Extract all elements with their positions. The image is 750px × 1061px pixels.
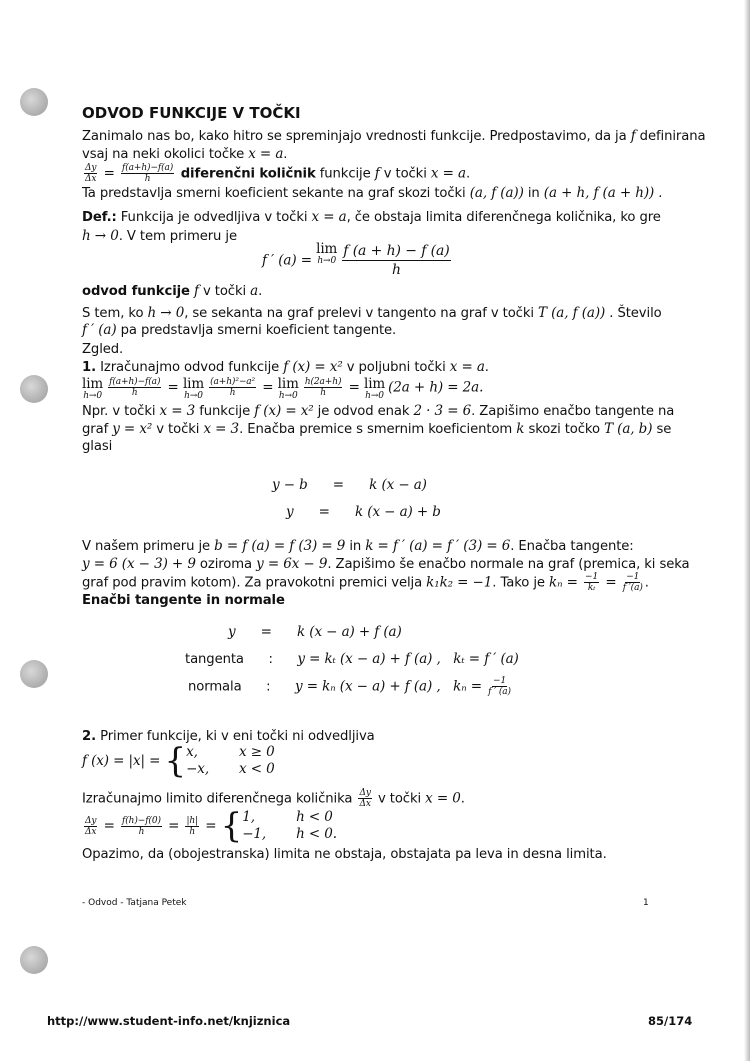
difference-quotient-line (82, 163, 470, 184)
case-cell: 1, (242, 809, 255, 825)
paragraph-line (82, 439, 112, 454)
text-run: glasi (82, 439, 113, 454)
normal-equation (188, 676, 513, 697)
text-run: Opazimo, da (obojestranska) limita ne obstaja, obstajata pa leva in desna limita. (82, 847, 607, 862)
text-run: funkcije (315, 166, 375, 182)
math-expression: (a + h, f (a + h)) (543, 185, 655, 201)
section-title: ODVOD FUNKCIJE V TOČKI (82, 104, 301, 122)
math-expression: = (99, 165, 119, 182)
example-line (82, 359, 489, 375)
text-run: . Zapišimo enačbo tangente na (471, 404, 675, 419)
denominator: kₜ (587, 583, 596, 593)
paragraph-line (82, 185, 662, 201)
text-run: . (484, 360, 489, 375)
math-expression: f (630, 128, 636, 144)
punch-hole (20, 660, 48, 688)
text-run: Izračunajmo limito diferenčnega količnika (82, 791, 357, 807)
numerator: −1 (585, 572, 599, 582)
math-expression: x = a (430, 165, 466, 182)
case-cell: x < 0 (239, 761, 275, 777)
punch-hole (20, 946, 48, 974)
math-expression: x = a (248, 146, 284, 162)
example-heading (82, 342, 123, 357)
text-run: Zgled. (82, 342, 124, 357)
math-expression: y = x² (112, 421, 153, 437)
math-expression: y − b = k (x − a) (272, 477, 427, 493)
paragraph-line (82, 283, 262, 299)
fraction (358, 788, 371, 809)
bold-text: Def.: (82, 210, 117, 225)
denominator: h (138, 826, 145, 837)
piecewise-cases (220, 806, 337, 846)
scan-edge (744, 0, 750, 1061)
text-run: oziroma (195, 557, 257, 572)
math-expression: f (x) = x² (283, 359, 343, 375)
math-expression: f (x) = x² (254, 403, 314, 419)
bold-text: diferenčni količnik (176, 166, 316, 182)
math-expression: y = k (x − a) + f (a) (228, 624, 402, 640)
text-run: V našem primeru je (82, 539, 215, 554)
definition-line (82, 209, 661, 225)
text-run: definirana (635, 129, 706, 144)
math-expression: k = f ′ (a) = f ′ (3) = 6 (365, 538, 511, 554)
limit-operator (316, 242, 337, 266)
math-expression: y = 6 (x − 3) + 9 (82, 556, 196, 572)
punch-hole (20, 88, 48, 116)
text-run: . (654, 186, 663, 201)
numerator: −1 (493, 676, 507, 686)
bold-text: 2. (82, 729, 96, 744)
math-expression: y = kₙ (x − a) + f (a) , kₙ = (295, 678, 487, 695)
math-expression: h → 0 (82, 228, 119, 244)
text-run: v točki (373, 791, 426, 807)
math-expression: T (a, f (a)) (538, 305, 606, 321)
text-run: normala : (188, 679, 296, 695)
source-url[interactable]: http://www.student-info.net/knjiznica (47, 1014, 291, 1028)
denominator: h (229, 388, 236, 398)
lim-subscript: h→0 (317, 256, 337, 266)
tangent-equation (185, 651, 519, 667)
text-run: . Število (605, 306, 662, 321)
limit-computation (82, 377, 483, 401)
fraction (121, 163, 174, 184)
tangent-normal-equation (228, 624, 402, 640)
footer-author: - Odvod - Tatjana Petek (82, 898, 187, 908)
text-run: je odvod enak (313, 404, 414, 419)
text-run: in (345, 539, 366, 554)
numerator: Δy (85, 163, 97, 173)
math-expression: = (601, 574, 621, 591)
cases-grid (186, 744, 275, 778)
numerator: f(a+h)−f(a) (122, 163, 174, 173)
line-equation (272, 477, 427, 493)
math-expression: f ′ (a) = (262, 252, 317, 269)
math-expression: = (344, 379, 364, 396)
math-expression: x = a (449, 359, 485, 375)
derivative-formula (262, 242, 453, 279)
brace-icon: { (164, 741, 187, 781)
denominator: f ′ (a) (488, 687, 511, 697)
math-expression: f (x) = |x| = (82, 753, 165, 769)
text-run: vsaj na neki okolici točke (82, 147, 249, 162)
paragraph-line (82, 847, 607, 862)
text-run: Ta predstavlja smerni koeficient sekante na graf skozi točki (82, 186, 470, 201)
math-expression: = (99, 818, 119, 834)
fraction (342, 242, 450, 279)
math-expression: f ′ (a) (82, 322, 117, 338)
fraction (84, 163, 97, 184)
lim-label: lim (182, 376, 205, 392)
math-expression: k (516, 421, 525, 437)
text-run: skozi točko (524, 422, 605, 437)
text-run: . (283, 147, 288, 162)
math-expression: b = f (a) = f (3) = 9 (214, 538, 346, 554)
math-expression: y = 6x − 9 (256, 556, 328, 572)
numerator: f(h)−f(0) (122, 815, 161, 826)
piecewise-cases (164, 741, 275, 781)
text-run: pa predstavlja smerni koeficient tangente. (116, 323, 397, 338)
lim-subscript: h→0 (184, 391, 203, 401)
case-cell: x ≥ 0 (239, 744, 275, 760)
paragraph-line (82, 403, 674, 419)
math-expression: T (a, b) (604, 421, 653, 437)
denominator: h (189, 826, 196, 837)
lim-subscript: h→0 (365, 391, 384, 401)
text-run: . (465, 166, 471, 182)
case-cell: h < 0. (296, 826, 337, 842)
text-run: v poljubni točki (342, 360, 450, 375)
text-run: tangenta : (185, 652, 298, 667)
abs-function-definition (82, 741, 275, 781)
numerator: h(2a+h) (304, 377, 342, 387)
math-expression: h → 0 (147, 305, 185, 321)
text-run: se (652, 422, 672, 437)
text-run: . Tako je (492, 575, 549, 591)
text-run: , če obstaja limita diferenčnega količnika, ko gre (346, 210, 661, 225)
denominator: h (144, 174, 151, 184)
paragraph-line (82, 305, 662, 321)
paragraph-line (82, 146, 287, 162)
page-counter: 85/174 (648, 1014, 693, 1028)
lim-label: lim (82, 376, 104, 392)
numerator: (a+h)²−a² (210, 377, 256, 387)
math-expression: kₙ = (549, 574, 583, 591)
fraction (304, 377, 343, 398)
footer-page-number: 1 (643, 898, 649, 908)
numerator: f (a + h) − f (a) (343, 243, 450, 259)
math-expression: f (374, 165, 380, 182)
math-expression: 2 · 3 = 6 (413, 403, 472, 419)
lim-subscript: h→0 (278, 391, 298, 401)
math-expression: = (163, 818, 184, 834)
denominator: Δx (85, 826, 97, 837)
fraction (209, 377, 256, 398)
denominator: f ′(a) (622, 583, 643, 593)
text-run: . (644, 575, 649, 591)
text-run: Primer funkcije, ki v eni točki ni odvedljiva (96, 729, 375, 744)
example-line (82, 729, 375, 744)
text-run: funkcije (195, 404, 255, 419)
text-run: , se sekanta na graf prelevi v tangento na graf v točki (184, 306, 539, 321)
text-run: S tem, ko (82, 306, 148, 321)
text-run: Funkcija je odvedljiva v točki (116, 210, 312, 225)
paragraph-line (82, 538, 634, 554)
denominator: Δx (359, 799, 371, 809)
text-run: v točki (198, 284, 251, 299)
denominator: h (320, 388, 326, 398)
text-run: in (523, 186, 544, 201)
math-expression: a (250, 283, 259, 299)
text-run: . Enačba premice s smernim koeficientom (239, 422, 517, 437)
limit-operator (364, 377, 385, 401)
paragraph-line (82, 421, 671, 437)
text-run: graf (82, 422, 113, 437)
text-run: . (258, 284, 263, 299)
paragraph-line (82, 572, 649, 593)
numerator: Δy (359, 788, 371, 798)
math-expression: y = kₜ (x − a) + f (a) , kₜ = f ′ (a) (297, 651, 519, 667)
limit-operator (183, 377, 204, 401)
math-expression: y = k (x − a) + b (286, 504, 441, 520)
text-run: . Enačba tangente: (510, 539, 634, 554)
math-expression: x = 3 (203, 421, 240, 437)
text-run: Izračunajmo odvod funkcije (96, 360, 284, 375)
paragraph-line (82, 128, 705, 144)
paragraph-line (82, 322, 396, 338)
math-expression: f (193, 283, 199, 299)
denominator: Δx (85, 174, 97, 184)
math-expression: (a, f (a)) (469, 185, 524, 201)
bold-text: 1. (82, 360, 96, 375)
numerator: Δy (85, 815, 97, 826)
math-expression: = (163, 379, 183, 396)
case-cell: −x, (186, 761, 210, 777)
text-run: . Zapišimo še enačbo normale na graf (premica, ki seka (327, 557, 690, 572)
line-equation (286, 504, 441, 520)
abs-difference-quotient (82, 806, 337, 846)
limit-operator (278, 377, 299, 401)
fraction (623, 572, 643, 593)
lim-subscript: h→0 (83, 391, 102, 401)
math-expression: x = 0 (425, 790, 461, 807)
case-cell: h < 0 (296, 809, 333, 825)
text-run: . (460, 791, 465, 807)
lim-label: lim (277, 376, 299, 392)
math-expression: = (258, 379, 278, 396)
text-run: Zanimalo nas bo, kako hitro se spreminjajo vrednosti funkcije. Predpostavimo, da ja (82, 129, 631, 144)
text-run: v točki (152, 422, 204, 437)
bold-text: odvod funkcije (82, 284, 190, 299)
case-cell: x, (186, 744, 198, 760)
lim-label: lim (363, 376, 386, 392)
brace-icon: { (220, 806, 243, 846)
numerator: |h| (186, 815, 199, 826)
fraction (488, 676, 511, 697)
lim-label: lim (316, 241, 338, 257)
denominator: h (392, 262, 401, 278)
fraction (121, 816, 162, 837)
cases-grid (242, 809, 337, 843)
fraction (185, 816, 199, 837)
math-expression: k₁k₂ = −1 (426, 574, 493, 591)
paragraph-line (82, 556, 690, 572)
denominator: h (131, 388, 138, 398)
fraction (584, 572, 599, 593)
text-run: v točki (379, 166, 431, 182)
definition-line (82, 228, 237, 244)
bold-text: Enačbi tangente in normale (82, 593, 285, 608)
numerator: f(a+h)−f(a) (109, 377, 161, 387)
limit-operator (82, 377, 103, 401)
math-expression: (2a + h) = 2a. (388, 379, 484, 396)
math-expression: x = a (311, 209, 347, 225)
case-cell: −1, (242, 826, 267, 842)
text-run: graf pod pravim kotom). Za pravokotni premici velja (82, 575, 427, 591)
text-run: . V tem primeru je (118, 229, 237, 244)
paragraph-line (82, 788, 465, 809)
math-expression: = (201, 818, 221, 834)
subheading (82, 593, 285, 608)
fraction (108, 377, 161, 398)
numerator: −1 (626, 572, 640, 582)
fraction (84, 816, 97, 837)
punch-hole (20, 375, 48, 403)
text-run: Npr. v točki (82, 404, 160, 419)
math-expression: x = 3 (159, 403, 196, 419)
